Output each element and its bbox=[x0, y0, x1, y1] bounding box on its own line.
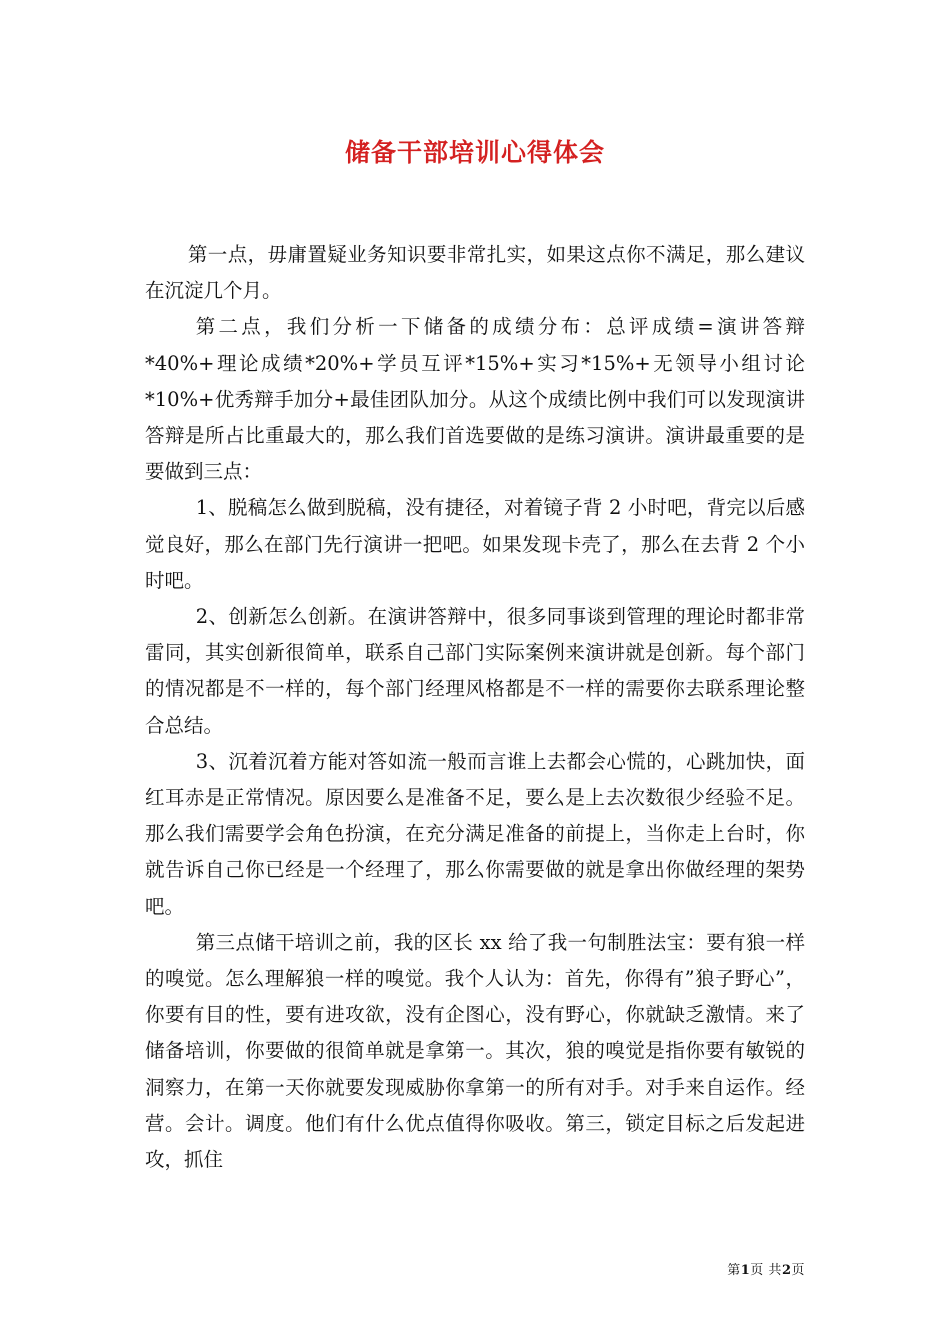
paragraph: 第二点，我们分析一下储备的成绩分布：总评成绩=演讲答辩*40%+理论成绩*20%+学员互评*15%+实习*15%+无领导小组讨论*10%+优秀辩手加分+最佳团队加分。从这个成绩比例中我们可以发现演讲答辩是所占比重最大的，那么我们首选要做的是练习演讲。演讲最重要的是要做到三点： bbox=[145, 315, 805, 484]
document-title: 储备干部培训心得体会 bbox=[344, 138, 605, 167]
paragraph: 第一点，毋庸置疑业务知识要非常扎实，如果这点你不满足，那么建议在沉淀几个月。 bbox=[145, 243, 805, 303]
footer-prefix: 第 bbox=[727, 1263, 741, 1278]
paragraph: 第三点储干培训之前，我的区长 xx 给了我一句制胜法宝：要有狼一样的嗅觉。怎么理解狼一样的嗅觉。我个人认为：首先，你得有”狼子野心”，你要有目的性，要有进攻欲，没有企图心，没有野心，你就缺乏激情。来了储备培训，你要做的很简单就是拿第一。其次，狼的嗅觉是指你要有敏锐的洞察力，在第一天你就要发现威胁你拿第一的所有对手。对手来自运作。经营。会计。调度。他们有什么优点值得你吸收。第三，锁定目标之后发起进攻，抓住 bbox=[145, 930, 805, 1172]
current-page-number: 1 bbox=[740, 1263, 751, 1278]
document-body bbox=[145, 237, 805, 1178]
paragraph: 1、脱稿怎么做到脱稿，没有捷径，对着镜子背 2 小时吧，背完以后感觉良好，那么在部门先行演讲一把吧。如果发现卡壳了，那么在去背 2 个小时吧。 bbox=[145, 496, 805, 592]
footer-suffix: 页 bbox=[791, 1263, 805, 1278]
footer-middle: 页 共 bbox=[750, 1263, 782, 1278]
total-pages-number: 2 bbox=[781, 1263, 792, 1278]
paragraph: 2、创新怎么创新。在演讲答辩中，很多同事谈到管理的理论时都非常雷同，其实创新很简单，联系自己部门实际案例来演讲就是创新。每个部门的情况都是不一样的，每个部门经理风格都是不一样的需要你去联系理论整合总结。 bbox=[145, 605, 805, 737]
paragraph: 3、沉着沉着方能对答如流一般而言谁上去都会心慌的，心跳加快，面红耳赤是正常情况。原因要么是准备不足，要么是上去次数很少经验不足。那么我们需要学会角色扮演，在充分满足准备的前提上，当你走上台时，你就告诉自己你已经是一个经理了，那么你需要做的就是拿出你做经理的架势吧。 bbox=[145, 749, 805, 918]
page-number-footer bbox=[727, 1259, 805, 1278]
